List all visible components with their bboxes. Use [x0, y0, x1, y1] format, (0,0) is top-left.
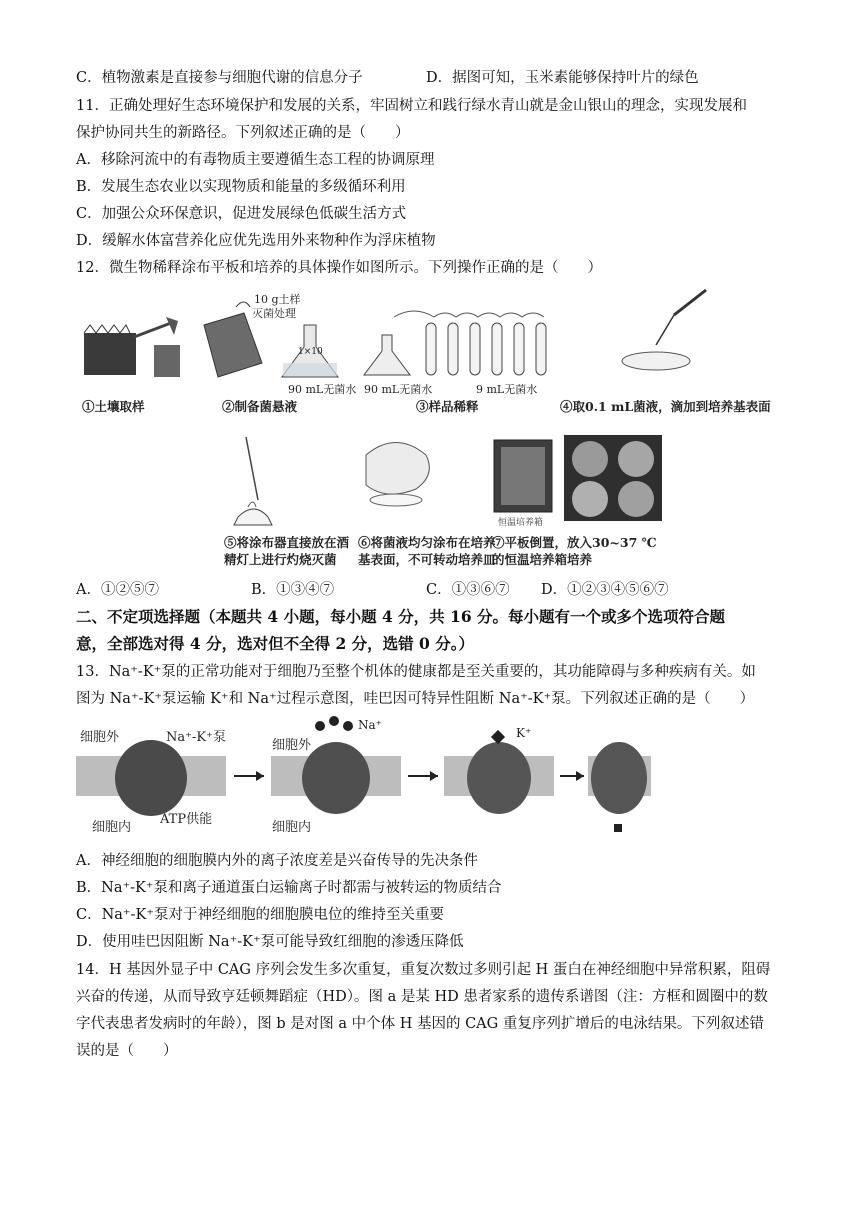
step-7-caption-2: 的恒温培养箱培养 — [492, 552, 593, 567]
label-outside-1: 细胞外 — [80, 730, 120, 745]
q11-option-d: D．缓解水体富营养化应优先选用外来物种作为浮床植物 — [76, 233, 436, 249]
q13-option-b: B．Na⁺-K⁺泵和离子通道蛋白运输离子时都需与被转运的物质结合 — [76, 880, 502, 896]
option-10c: C．植物激素是直接参与细胞代谢的信息分子 — [76, 70, 363, 86]
q11-option-a: A．移除河流中的有毒物质主要遵循生态工程的协调原理 — [76, 152, 435, 168]
label-sample: 10 g土样 — [254, 293, 301, 306]
label-incubator: 恒温培养箱 — [498, 518, 544, 528]
label-pump: Na⁺-K⁺泵 — [166, 730, 226, 745]
label-outside-2: 细胞外 — [272, 738, 312, 753]
membrane-3 — [444, 730, 554, 814]
membrane-1 — [76, 740, 226, 816]
step-3-caption: ③样品稀释 — [416, 399, 479, 414]
figure-q12 — [76, 285, 776, 570]
q14-stem-1: 14．H 基因外显子中 CAG 序列会发生多次重复，重复次数过多则引起 H 蛋白在神经细胞中异常积累，阻碍 — [76, 962, 771, 978]
q13-option-a: A．神经细胞的细胞膜内外的离子浓度差是兴奋传导的先决条件 — [76, 853, 478, 869]
q14-stem-3: 字代表患者发病时的年龄），图 b 是对图 a 中个体 H 基因的 CAG 重复序列扩增后的电泳结果。下列叙述错 — [76, 1016, 764, 1032]
agar-plate-1 — [622, 352, 690, 370]
na-ion-2 — [329, 716, 339, 726]
option-10d: D．据图可知，玉米素能够保持叶片的绿色 — [426, 70, 699, 86]
q13-option-c: C．Na⁺-K⁺泵对于神经细胞的细胞膜电位的维持至关重要 — [76, 907, 444, 923]
q12-option-a: A．①②⑤⑦ — [76, 582, 159, 598]
label-inside-2: 细胞内 — [272, 820, 312, 835]
q12-stem: 12．微生物稀释涂布平板和培养的具体操作如图所示。下列操作正确的是（ ） — [76, 260, 602, 276]
q14-stem-2: 兴奋的传递，从而导致亨廷顿舞蹈症（HD）。图 a 是某 HD 患者家系的遗传系谱图（注：方框和圆圈中的数 — [76, 989, 768, 1005]
q12-option-d: D．①②③④⑤⑥⑦ — [541, 582, 669, 598]
step-1-caption: ①土壤取样 — [82, 399, 145, 414]
step-5-caption-2: 精灯上进行灼烧灭菌 — [224, 552, 337, 567]
q13-option-d: D．使用哇巴因阻断 Na⁺-K⁺泵可能导致红细胞的渗透压降低 — [76, 934, 464, 950]
soil-block — [84, 333, 136, 375]
q11-option-b: B．发展生态农业以实现物质和能量的多级循环利用 — [76, 179, 406, 195]
q12-option-b: B．①③④⑦ — [251, 582, 335, 598]
q12-option-c: C．①③⑥⑦ — [426, 582, 510, 598]
section-2-heading-1: 二、不定项选择题（本题共 4 小题，每小题 4 分，共 16 分。每小题有一个或多个选项符合题 — [76, 607, 726, 626]
q11-option-c: C．加强公众环保意识，促进发展绿色低碳生活方式 — [76, 206, 407, 222]
pump-protein-1 — [115, 740, 187, 816]
label-water-9: 9 mL无菌水 — [476, 383, 538, 396]
k-ion — [491, 730, 505, 744]
step-2-caption: ②制备菌悬液 — [222, 399, 298, 414]
step-7-caption-1: ⑦平板倒置，放入30~37 ℃ — [492, 535, 657, 550]
step-5-caption-1: ⑤将涂布器直接放在酒 — [224, 535, 350, 550]
hands-spreading — [366, 443, 429, 495]
sample-cup — [154, 345, 180, 377]
label-k: K⁺ — [516, 726, 532, 740]
dilution-tubes — [426, 323, 546, 375]
label-atp: ATP供能 — [160, 812, 213, 827]
step-6-caption-1: ⑥将菌液均匀涂布在培养 — [358, 535, 496, 550]
sample-bag — [204, 313, 262, 377]
label-water-90b: 90 mL无菌水 — [364, 383, 433, 396]
alcohol-lamp — [234, 509, 272, 525]
q13-stem-1: 13．Na⁺-K⁺泵的正常功能对于细胞乃至整个机体的健康都是至关重要的，其功能障碍与多种疾病有关。如 — [76, 664, 756, 680]
figure-q13 — [76, 716, 651, 841]
label-water-90a: 90 mL无菌水 — [288, 383, 357, 396]
label-sterile: 灭菌处理 — [252, 307, 296, 320]
figure-q12-drawing — [76, 285, 776, 570]
q13-stem-2: 图为 Na⁺-K⁺泵运输 K⁺和 Na⁺过程示意图，哇巴因可特异性阻断 Na⁺-K⁺泵。下列叙述正确的是（ ） — [76, 691, 755, 707]
section-2-heading-2: 意，全部选对得 4 分，选对但不全得 2 分，选错 0 分。） — [76, 634, 474, 653]
label-na: Na⁺ — [358, 718, 382, 732]
step-4-caption: ④取0.1 mL菌液，滴加到培养基表面 — [560, 399, 771, 414]
step-6-caption-2: 基表面，不可转动培养皿 — [358, 552, 496, 567]
label-inside-1: 细胞内 — [92, 820, 132, 835]
na-ion-1 — [315, 721, 325, 731]
na-ion-3 — [343, 721, 353, 731]
q14-stem-4: 误的是（ ） — [76, 1043, 178, 1059]
flask-2 — [364, 335, 410, 375]
label-x10-a: 1×10 — [298, 347, 323, 357]
q11-stem-1: 11．正确处理好生态环境保护和发展的关系，牢固树立和践行绿水青山就是金山银山的理念，实现发展和 — [76, 98, 747, 114]
membrane-4 — [588, 742, 651, 832]
q11-stem-2: 保护协同共生的新路径。下列叙述正确的是（ ） — [76, 125, 410, 141]
pump-protein-2 — [302, 742, 370, 814]
